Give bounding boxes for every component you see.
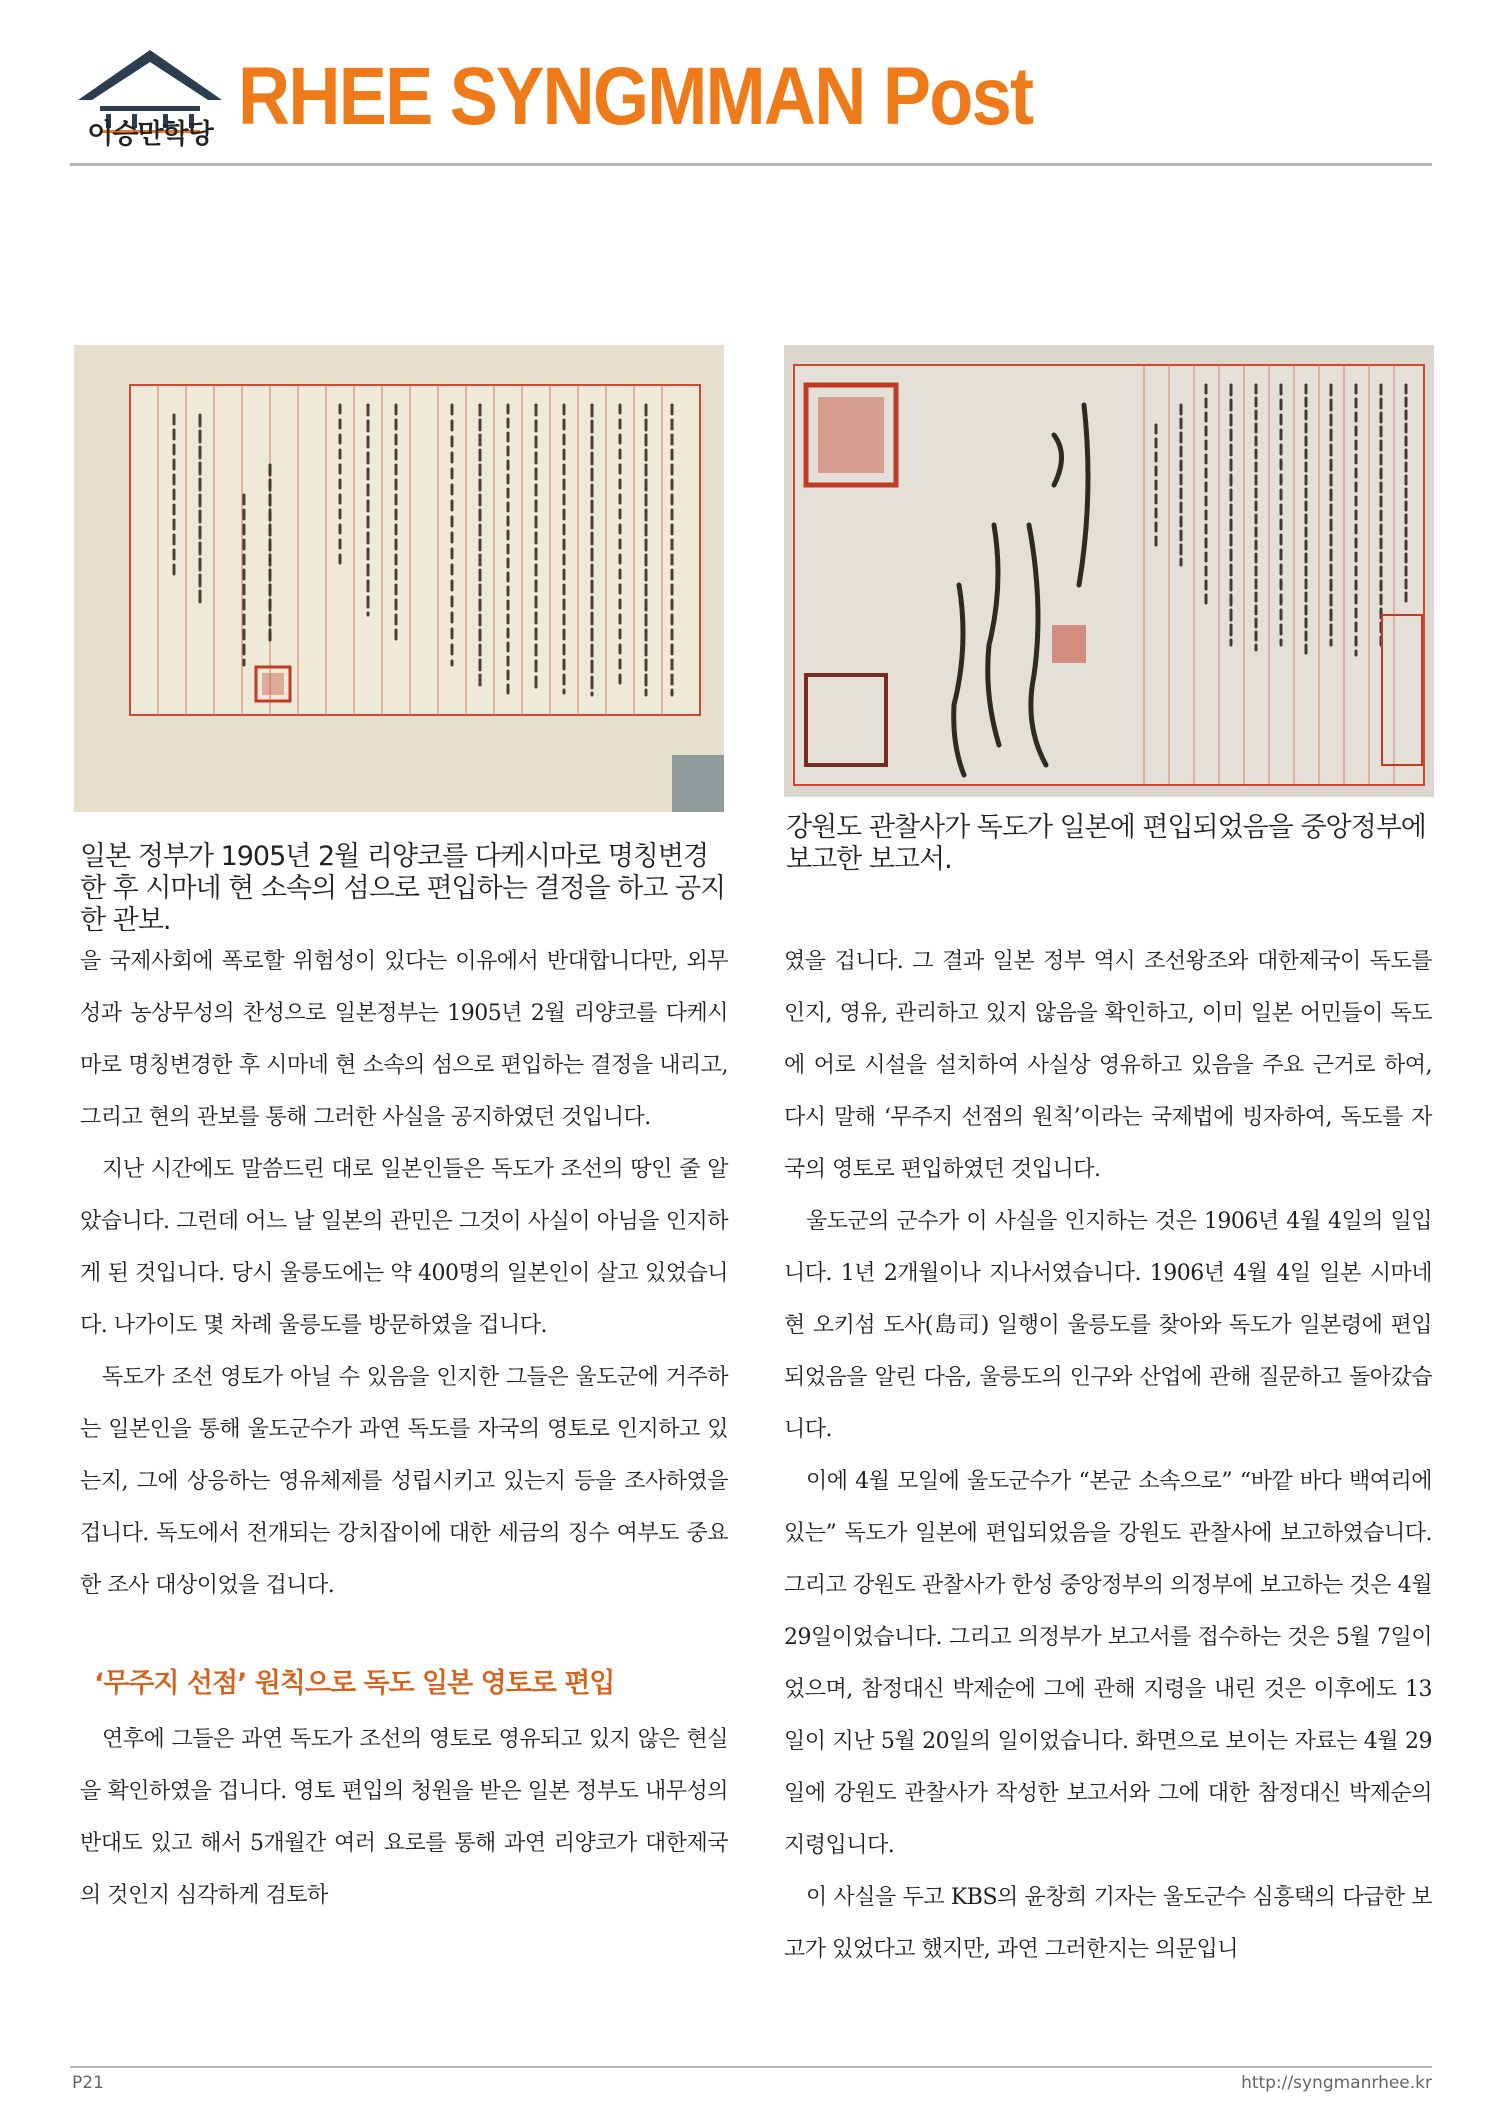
footer-divider [70, 2066, 1432, 2068]
governor-report-image [784, 345, 1434, 797]
paragraph: 이에 4월 모일에 울도군수가 “본군 소속으로” “바깥 바다 백여리에 있는” 독도가 일본에 편입되었음을 강원도 관찰사에 보고하였습니다. 그리고 강원도 관찰사가 한성 중앙정부의 의정부에 보고하는 것은 4월 29일이었습니다. 그리고 의정부가 보고서를 접수하는 것은 5월 7일이었으며, 참정대신 박제순에 그에 관해 지령을 내린 것은 이후에도 13일이 지난 5월 20일의 일이었습니다. 화면으로 보이는 자료는 4월 29일에 강원도 관찰사가 작성한 보고서와 그에 대한 참정대신 박제순의 지령입니다. [784, 1469, 1432, 1858]
page-header [0, 0, 1500, 170]
paragraph: 연후에 그들은 과연 독도가 조선의 영토로 영유되고 있지 않은 현실을 확인하였을 겁니다. 영토 편입의 청원을 받은 일본 정부도 내무성의 반대도 있고 해서 5개월간 여러 요로를 통해 과연 리양코가 대한제국의 것인지 심각하게 검토하 [80, 1727, 728, 1908]
paragraph: 이 사실을 두고 KBS의 윤창희 기자는 울도군수 심흥택의 다급한 보고가 있었다고 했지만, 과연 그러한지는 의문입니 [784, 1885, 1432, 1962]
paragraph: 지난 시간에도 말씀드린 대로 일본인들은 독도가 조선의 땅인 줄 알았습니다. 그런데 어느 날 일본의 관민은 그것이 사실이 아님을 인지하게 된 것입니다. 당시 울릉도에는 약 400명의 일본인이 살고 있었습니다. 나가이도 몇 차례 울릉도를 방문하였을 겁니다. [80, 1157, 728, 1338]
logo-text: 이승만학당 [87, 119, 213, 150]
publication-title: RHEE SYNGMMAN Post [238, 51, 1033, 142]
section-heading: ‘무주지 선점’ 원칙으로 독도 일본 영토로 편입 [94, 1668, 615, 1699]
left-figure-caption: 일본 정부가 1905년 2월 리양코를 다케시마로 명칭변경한 후 시마네 현 소속의 섬으로 편입하는 결정을 하고 공지한 관보. [80, 841, 726, 936]
paragraph: 였을 겁니다. 그 결과 일본 정부 역시 조선왕조와 대한제국이 독도를 인지, 영유, 관리하고 있지 않음을 확인하고, 이미 일본 어민들이 독도에 어로 시설을 설치하여 사실상 영유하고 있음을 주요 근거로 하여, 다시 말해 ‘무주지 선점의 원칙’이라는 국제법에 빙자하여, 독도를 자국의 영토로 편입하였던 것입니다. [784, 949, 1432, 1182]
paragraph: 울도군의 군수가 이 사실을 인지하는 것은 1906년 4월 4일의 일입니다. 1년 2개월이나 지나서였습니다. 1906년 4월 4일 일본 시마네현 오키섬 도사(島司) 일행이 울릉도를 찾아와 독도가 일본령에 편입되었음을 알린 다음, 울릉도의 인구와 산업에 관해 질문하고 돌아갔습니다. [784, 1209, 1432, 1442]
right-text-column [784, 936, 1432, 1976]
site-url[interactable]: http://syngmanrhee.kr [1241, 2073, 1432, 2093]
header-divider [70, 163, 1432, 166]
paragraph: 을 국제사회에 폭로할 위험성이 있다는 이유에서 반대합니다만, 외무성과 농상무성의 찬성으로 일본정부는 1905년 2월 리양코를 다케시마로 명칭변경한 후 시마네 현 소속의 섬으로 편입하는 결정을 내리고, 그리고 현의 관보를 통해 그러한 사실을 공지하였던 것입니다. [80, 949, 728, 1130]
right-figure-caption: 강원도 관찰사가 독도가 일본에 편입되었음을 중앙정부에 보고한 보고서. [786, 812, 1426, 875]
page-number: P21 [72, 2073, 104, 2093]
left-text-column [80, 936, 728, 1922]
gazette-document-image [74, 345, 724, 812]
paragraph: 독도가 조선 영토가 아닐 수 있음을 인지한 그들은 울도군에 거주하는 일본인을 통해 울도군수가 과연 독도를 자국의 영토로 인지하고 있는지, 그에 상응하는 영유체제를 성립시키고 있는지 등을 조사하였을 겁니다. 독도에서 전개되는 강치잡이에 대한 세금의 징수 여부도 중요한 조사 대상이었을 겁니다. [80, 1365, 728, 1598]
